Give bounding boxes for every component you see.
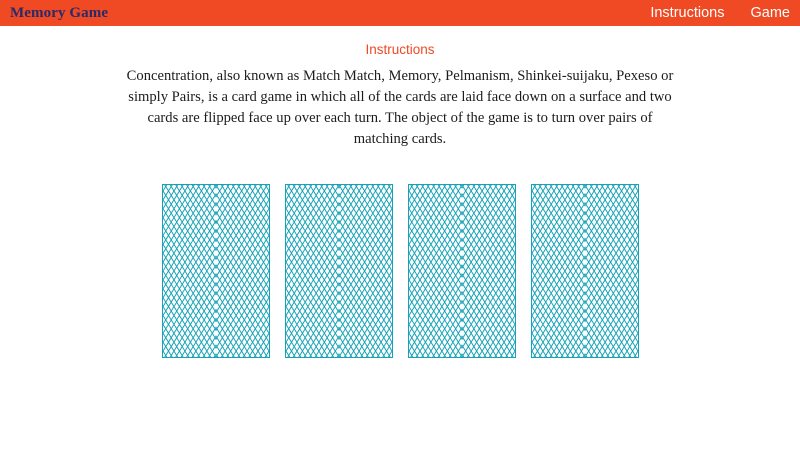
brand-title: Memory Game bbox=[10, 4, 109, 21]
instructions-paragraph: Concentration, also known as Match Match, Memory, Pelmanism, Shinkei-suijaku, Pexeso or simply Pairs, is a card game in which all of the cards are laid face down on a surface and two cards are flipped face up over each turn. The object of the game is to turn over pairs of matching cards. bbox=[126, 68, 674, 148]
card-back-pattern-icon bbox=[286, 185, 392, 357]
card-back-pattern-icon bbox=[409, 185, 515, 357]
memory-card[interactable] bbox=[285, 184, 393, 358]
card-back-pattern-icon bbox=[163, 185, 269, 357]
top-navbar bbox=[0, 0, 800, 26]
memory-card[interactable] bbox=[531, 184, 639, 358]
memory-card[interactable] bbox=[162, 184, 270, 358]
memory-card[interactable] bbox=[408, 184, 516, 358]
nav-link-game[interactable]: Game bbox=[750, 5, 790, 21]
page-title: Instructions bbox=[365, 42, 435, 57]
nav-links bbox=[650, 5, 790, 21]
nav-link-instructions[interactable]: Instructions bbox=[650, 5, 725, 21]
card-grid bbox=[0, 184, 800, 358]
card-back-pattern-icon bbox=[532, 185, 638, 357]
